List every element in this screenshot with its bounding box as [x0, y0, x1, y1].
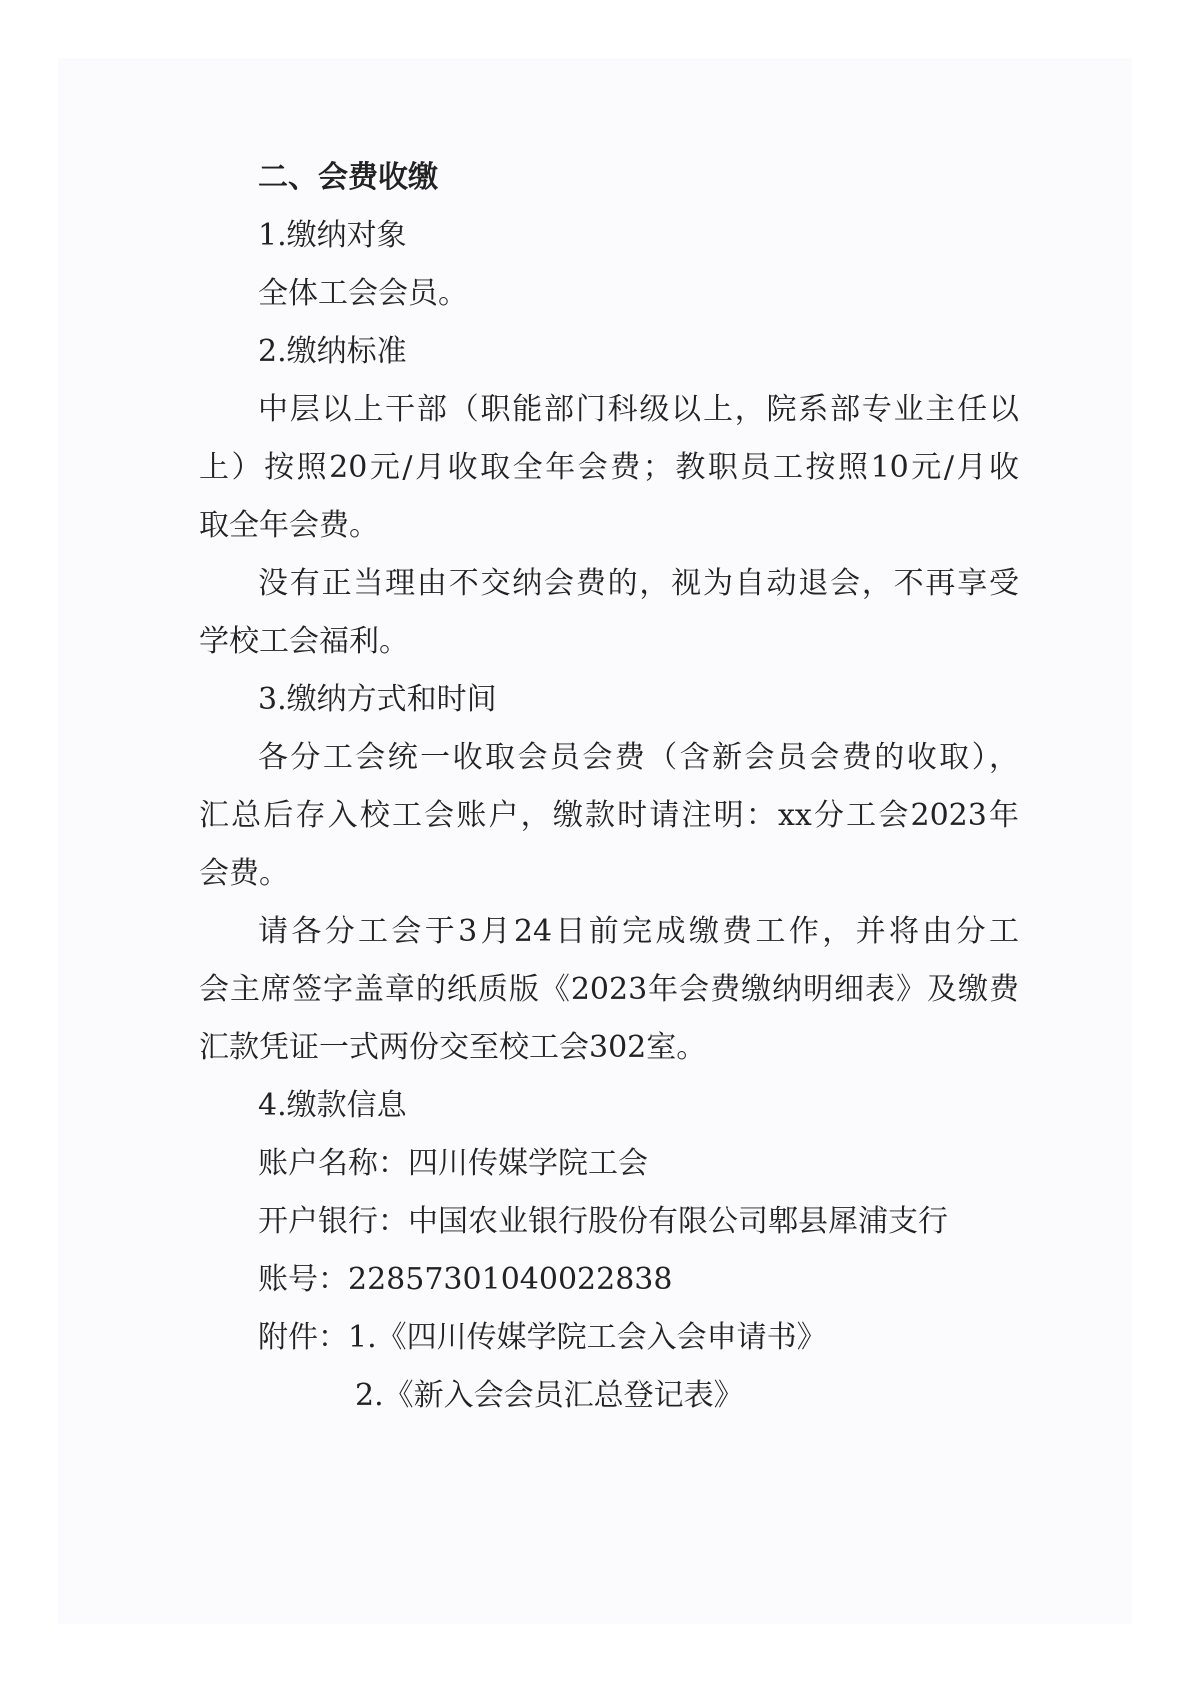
item3-para1-line2: 汇总后存入校工会账户，缴款时请注明：xx分工会2023年 [199, 798, 1019, 833]
account-name: 账户名称：四川传媒学院工会 [258, 1146, 648, 1181]
attachment-2: 2.《新入会会员汇总登记表》 [355, 1378, 744, 1413]
section-heading: 二、会费收缴 [258, 160, 438, 195]
attachment-1: 附件：1.《四川传媒学院工会入会申请书》 [258, 1320, 827, 1355]
item1-text: 全体工会会员。 [258, 276, 468, 311]
item1-title: 1.缴纳对象 [258, 218, 407, 253]
item2-para2-line2: 学校工会福利。 [199, 624, 409, 659]
item2-title: 2.缴纳标准 [258, 334, 407, 369]
item2-para1-line1: 中层以上干部（职能部门科级以上，院系部专业主任以 [258, 392, 1019, 427]
item3-para1-line3: 会费。 [199, 856, 289, 891]
item3-para1-line1: 各分工会统一收取会员会费（含新会员会费的收取）， [258, 740, 1019, 775]
item3-para2-line3: 汇款凭证一式两份交至校工会302室。 [199, 1030, 707, 1065]
item3-para2-line1: 请各分工会于3月24日前完成缴费工作，并将由分工 [258, 914, 1019, 949]
item2-para1-line3: 取全年会费。 [199, 508, 379, 543]
item3-title: 3.缴纳方式和时间 [258, 682, 497, 717]
item2-para2-line1: 没有正当理由不交纳会费的，视为自动退会，不再享受 [258, 566, 1019, 601]
item2-para1-line2: 上）按照20元/月收取全年会费；教职员工按照10元/月收 [199, 450, 1019, 485]
item3-para2-line2: 会主席签字盖章的纸质版《2023年会费缴纳明细表》及缴费 [199, 972, 1019, 1007]
account-number: 账号：22857301040022838 [258, 1262, 673, 1297]
item4-title: 4.缴款信息 [258, 1088, 407, 1123]
bank-name: 开户银行：中国农业银行股份有限公司郫县犀浦支行 [258, 1204, 948, 1239]
